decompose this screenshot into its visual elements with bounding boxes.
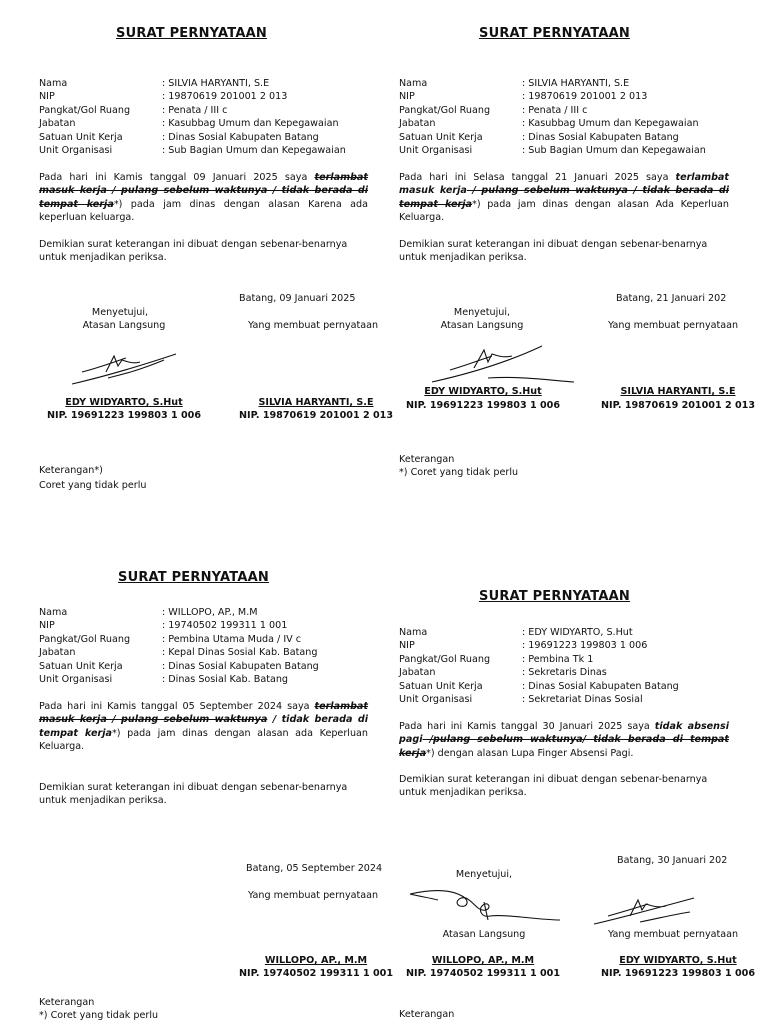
statement-strike: / pulang sebelum waktunya / tidak berada di tempat kerja bbox=[399, 185, 729, 210]
value-satuan: : Dinas Sosial Kabupaten Batang bbox=[162, 131, 319, 143]
label-unit: Unit Organisasi bbox=[39, 145, 113, 157]
statement-text: *) dengan alasan Lupa Finger Absensi Pagi. bbox=[426, 747, 634, 759]
value-pangkat: : Penata / III c bbox=[162, 104, 228, 116]
letter3-maker: Yang membuat pernyataan bbox=[248, 890, 379, 901]
statement-strike: / pulang sebelum waktunya / tidak berada di tempat kerja bbox=[39, 185, 368, 210]
statement-text: Pada hari ini Selasa tanggal 21 Januari 2025 saya bbox=[399, 172, 676, 183]
letter3-fields bbox=[39, 606, 319, 686]
signature-edy bbox=[428, 340, 578, 386]
label-nama: Nama bbox=[39, 78, 68, 89]
statement-strike: terlambat masuk kerja / pulang sebelum waktunya bbox=[39, 701, 368, 726]
statement-text: *) pada jam dinas dengan alasan Ada Keperluan Keluarga. bbox=[399, 198, 729, 224]
value-nip: : 19870619 201001 2 013 bbox=[522, 91, 648, 103]
statement-emphasis: / tidak berada di tempat kerja bbox=[39, 714, 368, 739]
letter4-maker: Yang membuat pernyataan bbox=[608, 929, 739, 940]
label-nip: NIP bbox=[39, 620, 55, 632]
letter1-fields bbox=[39, 77, 346, 157]
letter4-statement bbox=[399, 720, 729, 760]
letter4-date: Batang, 30 Januari 202 bbox=[617, 855, 728, 866]
statement-text: Pada hari ini Kamis tanggal 30 Januari 2025 saya bbox=[399, 721, 655, 732]
letter2-left-name: EDY WIDYARTO, S.Hut bbox=[424, 386, 542, 397]
letter2-title: SURAT PERNYATAAN bbox=[479, 26, 630, 41]
letter4-right-name: EDY WIDYARTO, S.Hut bbox=[619, 955, 737, 966]
label-unit: Unit Organisasi bbox=[399, 145, 473, 157]
label-satuan: Satuan Unit Kerja bbox=[399, 680, 483, 692]
letter2-note: Keterangan bbox=[399, 454, 455, 465]
letter3-statement bbox=[39, 700, 368, 754]
value-satuan: : Dinas Sosial Kabupaten Batang bbox=[522, 131, 679, 143]
statement-text: Pada hari ini Kamis tanggal 09 Januari 2025 saya bbox=[39, 172, 315, 183]
signature-edy bbox=[590, 894, 700, 928]
label-nip: NIP bbox=[399, 91, 415, 103]
label-nip: NIP bbox=[39, 91, 55, 103]
value-unit: : Sub Bagian Umum dan Kepegawaian bbox=[522, 145, 706, 157]
value-pangkat: : Pembina Tk 1 bbox=[522, 653, 594, 665]
statement-emphasis: terlambat masuk kerja bbox=[399, 172, 729, 197]
letter1-statement bbox=[39, 171, 368, 225]
letter1-right-name: SILVIA HARYANTI, S.E bbox=[258, 397, 374, 408]
label-pangkat: Pangkat/Gol Ruang bbox=[39, 633, 131, 645]
letter2-note-detail: *) Coret yang tidak perlu bbox=[399, 467, 519, 478]
value-pangkat: : Pembina Utama Muda / IV c bbox=[162, 633, 302, 645]
signature-willopo bbox=[408, 886, 563, 922]
label-nip: NIP bbox=[399, 640, 415, 652]
label-unit: Unit Organisasi bbox=[399, 694, 473, 706]
letter2-approve: Menyetujui, bbox=[453, 307, 511, 318]
value-nama: : EDY WIDYARTO, S.Hut bbox=[522, 627, 633, 638]
label-satuan: Satuan Unit Kerja bbox=[39, 660, 123, 672]
letter3-closing: Demikian surat keterangan ini dibuat dengan sebenar-benarnya untuk menjadikan periksa. bbox=[39, 782, 348, 807]
letter1-approver-title: Atasan Langsung bbox=[82, 320, 166, 331]
letter3-right-nip: NIP. 19740502 199311 1 001 bbox=[238, 968, 394, 979]
statement-strike: terlambat masuk kerja bbox=[39, 172, 368, 197]
label-jabatan: Jabatan bbox=[399, 118, 436, 130]
value-nip: : 19870619 201001 2 013 bbox=[162, 91, 288, 103]
letter3-note-detail: *) Coret yang tidak perlu bbox=[39, 1010, 159, 1021]
letter4-approve: Menyetujui, bbox=[455, 869, 513, 880]
letter3-title: SURAT PERNYATAAN bbox=[118, 570, 269, 585]
letter2-date: Batang, 21 Januari 202 bbox=[616, 293, 727, 304]
letter2-statement bbox=[399, 171, 729, 225]
label-unit: Unit Organisasi bbox=[39, 674, 113, 686]
label-pangkat: Pangkat/Gol Ruang bbox=[399, 104, 491, 116]
letter1-right-nip: NIP. 19870619 201001 2 013 bbox=[238, 410, 394, 421]
label-jabatan: Jabatan bbox=[399, 667, 436, 679]
statement-text: *) pada jam dinas dengan alasan ada Keperluan Keluarga. bbox=[39, 727, 368, 753]
label-nama: Nama bbox=[399, 78, 428, 89]
label-pangkat: Pangkat/Gol Ruang bbox=[399, 653, 491, 665]
letter1-approve: Menyetujui, bbox=[91, 307, 149, 318]
statement-text: *) pada jam dinas dengan alasan Karena ada keperluan keluarga. bbox=[39, 198, 369, 224]
value-satuan: : Dinas Sosial Kabupaten Batang bbox=[162, 660, 319, 672]
letter4-closing: Demikian surat keterangan ini dibuat dengan sebenar-benarnya untuk menjadikan periksa. bbox=[399, 774, 708, 799]
letter2-fields bbox=[399, 77, 706, 157]
value-nama: : SILVIA HARYANTI, S.E bbox=[162, 78, 270, 89]
letter2-right-name: SILVIA HARYANTI, S.E bbox=[620, 386, 736, 397]
letter2-left-nip: NIP. 19691223 199803 1 006 bbox=[405, 400, 561, 411]
statement-strike: /pulang sebelum waktunya/ tidak berada di tempat kerja bbox=[399, 734, 729, 759]
value-jabatan: : Kepal Dinas Sosial Kab. Batang bbox=[162, 647, 318, 659]
letter4-approver-title: Atasan Langsung bbox=[442, 929, 526, 940]
letter4-left-nip: NIP. 19740502 199311 1 001 bbox=[405, 968, 561, 979]
letter1-maker: Yang membuat pernyataan bbox=[248, 320, 379, 331]
value-nip: : 19691223 199803 1 006 bbox=[522, 640, 648, 652]
letter3-date: Batang, 05 September 2024 bbox=[246, 863, 383, 874]
letter3-note: Keterangan bbox=[39, 997, 95, 1008]
letter1-title: SURAT PERNYATAAN bbox=[116, 26, 267, 41]
label-nama: Nama bbox=[399, 627, 428, 638]
value-nama: : SILVIA HARYANTI, S.E bbox=[522, 78, 630, 89]
value-jabatan: : Kasubbag Umum dan Kepegawaian bbox=[162, 118, 339, 130]
letter4-left-name: WILLOPO, AP., M.M bbox=[431, 955, 535, 966]
value-unit: : Dinas Sosial Kab. Batang bbox=[162, 674, 289, 686]
letter1-date: Batang, 09 Januari 2025 bbox=[239, 293, 356, 304]
letter4-right-nip: NIP. 19691223 199803 1 006 bbox=[600, 968, 756, 979]
letter3-right-name: WILLOPO, AP., M.M bbox=[264, 955, 368, 966]
letter1-left-nip: NIP. 19691223 199803 1 006 bbox=[46, 410, 202, 421]
letter1-note: Keterangan*) bbox=[39, 465, 103, 476]
label-nama: Nama bbox=[39, 607, 68, 618]
letter4-title: SURAT PERNYATAAN bbox=[479, 589, 630, 604]
letter2-closing: Demikian surat keterangan ini dibuat dengan sebenar-benarnya untuk menjadikan periksa. bbox=[399, 239, 708, 264]
letter2-approver-title: Atasan Langsung bbox=[440, 320, 524, 331]
value-unit: : Sub Bagian Umum dan Kepegawaian bbox=[162, 145, 346, 157]
letter1-closing: Demikian surat keterangan ini dibuat dengan sebenar-benarnya untuk menjadikan periksa. bbox=[39, 239, 348, 264]
letter4-fields bbox=[399, 626, 679, 706]
label-jabatan: Jabatan bbox=[39, 647, 76, 659]
value-jabatan: : Kasubbag Umum dan Kepegawaian bbox=[522, 118, 699, 130]
value-nama: : WILLOPO, AP., M.M bbox=[162, 607, 258, 618]
letter4-note: Keterangan bbox=[399, 1009, 455, 1020]
signature-edy bbox=[68, 348, 180, 388]
statement-emphasis: tidak absensi pagi bbox=[399, 721, 730, 746]
statement-text: Pada hari ini Kamis tanggal 05 September 2024 saya bbox=[39, 701, 315, 712]
value-jabatan: : Sekretaris Dinas bbox=[522, 667, 607, 679]
value-unit: : Sekretariat Dinas Sosial bbox=[522, 694, 643, 706]
value-pangkat: : Penata / III c bbox=[522, 104, 588, 116]
label-jabatan: Jabatan bbox=[39, 118, 76, 130]
value-satuan: : Dinas Sosial Kabupaten Batang bbox=[522, 680, 679, 692]
letter1-note-detail: Coret yang tidak perlu bbox=[39, 480, 147, 491]
letter2-maker: Yang membuat pernyataan bbox=[608, 320, 739, 331]
label-satuan: Satuan Unit Kerja bbox=[39, 131, 123, 143]
letter1-left-name: EDY WIDYARTO, S.Hut bbox=[65, 397, 183, 408]
value-nip: : 19740502 199311 1 001 bbox=[162, 620, 288, 632]
label-satuan: Satuan Unit Kerja bbox=[399, 131, 483, 143]
letter2-right-nip: NIP. 19870619 201001 2 013 bbox=[600, 400, 756, 411]
label-pangkat: Pangkat/Gol Ruang bbox=[39, 104, 131, 116]
